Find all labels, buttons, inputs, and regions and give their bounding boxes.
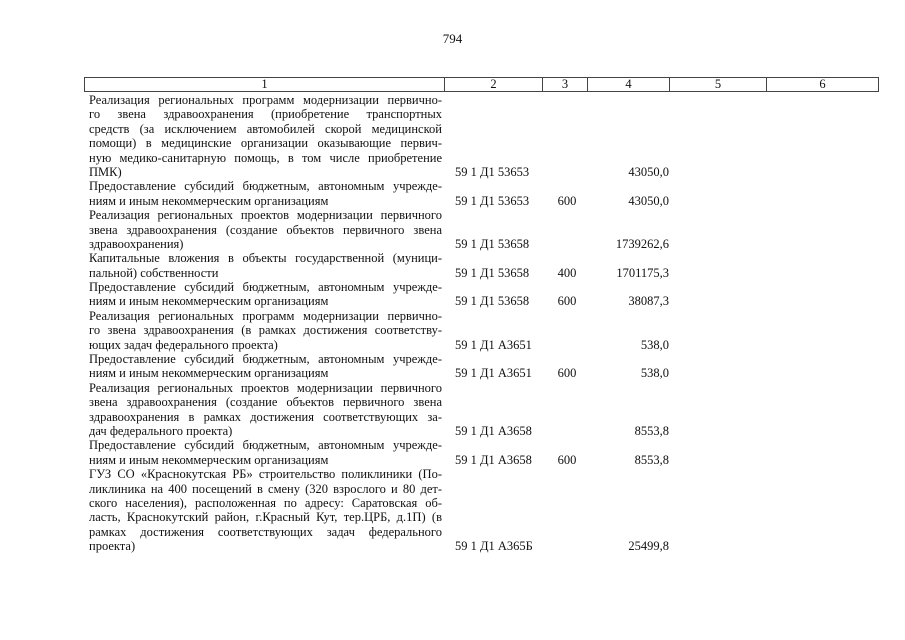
header-col-5: 5 [670,78,767,92]
row-description [89,179,442,208]
description-line: средств (за исключением автомобилей скорой медицинской [89,121,442,136]
row-code: 59 1 Д1 А365Б [455,539,533,554]
header-col-2: 2 [445,78,543,92]
row-amount: 8553,8 [634,452,669,467]
table-row [84,438,878,467]
row-description [89,438,442,467]
row-description [89,381,442,439]
description-line: Предоставление субсидий бюджетным, автономным учрежде- [89,280,442,295]
row-amount: 1739262,6 [615,236,669,251]
description-line: ниям и иным некоммерческим организациям [89,193,329,208]
table-row [84,280,878,309]
row-description [89,93,442,179]
description-line: ную медико-санитарную помощь, в том числе приобретение [89,150,442,165]
description-line: звена здравоохранения (создание объектов первичного звена [89,222,442,237]
row-amount: 538,0 [640,337,669,352]
description-line: ниям и иным некоммерческим организациям [89,452,329,467]
row-expense-type: 400 [557,265,577,280]
description-line: помощи) в медицинские организации оказывающие первич- [89,136,442,151]
row-description [89,352,442,381]
description-line: здравоохранения в рамках достижения соответствующих за- [89,409,442,424]
description-line: Реализация региональных программ модернизации первично- [89,308,442,323]
header-col-1: 1 [85,78,445,92]
row-amount: 43050,0 [628,193,669,208]
row-code: 59 1 Д1 53653 [455,193,530,208]
row-code: 59 1 Д1 53653 [455,164,530,179]
description-line: Капитальные вложения в объекты государственной (муници- [89,251,442,266]
row-code: 59 1 Д1 А3651 [455,366,532,381]
table-row [84,179,878,208]
row-code: 59 1 Д1 А3658 [455,452,532,467]
row-amount: 8553,8 [634,423,669,438]
row-amount: 538,0 [640,366,669,381]
description-line: Предоставление субсидий бюджетным, автономным учрежде- [89,438,442,453]
row-description [89,251,442,280]
row-description [89,467,442,553]
description-line: го звена здравоохранения (в рамках достижения соответству- [89,323,442,338]
row-code: 59 1 Д1 53658 [455,236,530,251]
row-amount: 1701175,3 [616,265,669,280]
table-row [84,208,878,251]
row-amount: 25499,8 [628,539,669,554]
description-line: ПМК) [89,164,122,179]
description-line: здравоохранения) [89,236,184,251]
table-row [84,381,878,439]
row-expense-type: 600 [557,366,577,381]
row-expense-type: 600 [557,193,577,208]
table-row [84,309,878,352]
table-row [84,467,878,553]
row-description [89,208,442,251]
description-line: ниям и иным некоммерческим организациям [89,366,329,381]
row-code: 59 1 Д1 А3651 [455,337,532,352]
table-row [84,352,878,381]
row-code: 59 1 Д1 53658 [455,294,530,309]
header-col-3: 3 [543,78,588,92]
description-line: звена здравоохранения (создание объектов первичного звена [89,395,442,410]
table-row [84,93,878,179]
row-description [89,309,442,352]
description-line: Реализация региональных проектов модернизации первичного [89,380,442,395]
row-expense-type: 600 [557,452,577,467]
description-line: дач федерального проекта) [89,423,233,438]
table-body [84,93,878,554]
description-line: ГУЗ СО «Краснокутская РБ» строительство поликлиники (По- [89,467,442,482]
description-line: Реализация региональных программ модернизации первично- [89,93,442,107]
description-line: ющих задач федерального проекта) [89,337,278,352]
description-line: Реализация региональных проектов модернизации первичного [89,208,442,223]
description-line: ниям и иным некоммерческим организациям [89,294,329,309]
description-line: Предоставление субсидий бюджетным, автономным учрежде- [89,179,442,194]
table-header [84,77,879,92]
row-expense-type: 600 [557,294,577,309]
description-line: Предоставление субсидий бюджетным, автономным учрежде- [89,352,442,367]
description-line: ского населения), расположенная по адресу: Саратовская об- [89,495,442,510]
description-line: проекта) [89,539,136,554]
page-number: 794 [442,31,463,46]
description-line: пальной) собственности [89,265,219,280]
row-amount: 43050,0 [628,164,669,179]
row-code: 59 1 Д1 А3658 [455,423,532,438]
header-col-6: 6 [767,78,879,92]
description-line: го звена здравоохранения (приобретение транспортных [89,107,442,122]
row-code: 59 1 Д1 53658 [455,265,530,280]
description-line: ликлиника на 400 посещений в смену (320 взрослого и 80 дет- [89,481,442,496]
header-col-4: 4 [588,78,670,92]
description-line: ласть, Краснокутский район, г.Красный Кут, тер.ЦРБ, д.1П) (в [89,510,442,525]
row-amount: 38087,3 [628,294,669,309]
row-description [89,280,442,309]
description-line: рамках достижения соответствующих задач федерального [89,524,442,539]
table-row [84,251,878,280]
